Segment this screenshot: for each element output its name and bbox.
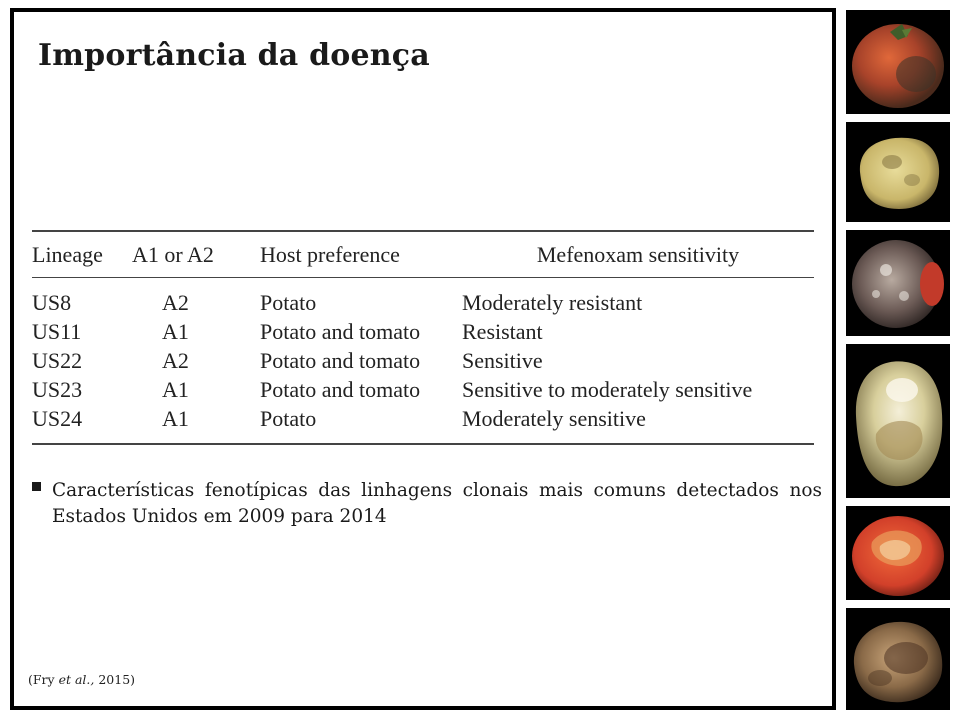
- bullet-text: Características fenotípicas das linhagens clonais mais comuns detectados nos Estados Unidos em 2009 para 2014: [52, 480, 822, 527]
- cell-lineage: US23: [32, 376, 83, 402]
- cell-host-preference: Potato and tomato: [260, 347, 421, 373]
- cell-mefenoxam-sensitivity: Sensitive: [462, 347, 543, 373]
- table-row: [32, 317, 814, 346]
- cell-mating-type: A1: [162, 318, 189, 344]
- citation-et-al: et al.,: [58, 672, 95, 687]
- cell-lineage: US8: [32, 289, 72, 315]
- blighted-potato-photo: [846, 608, 950, 710]
- cell-lineage: US24: [32, 405, 83, 431]
- square-bullet-icon: [32, 482, 41, 491]
- table-row: [32, 375, 814, 404]
- slide-title: Importância da doença: [38, 38, 430, 73]
- cell-lineage: US22: [32, 347, 83, 373]
- cell-mating-type: A1: [162, 376, 189, 402]
- rotten-tomato-photo: [846, 230, 950, 336]
- table-row: [32, 346, 814, 375]
- cell-mating-type: A2: [162, 347, 189, 373]
- citation: [28, 672, 135, 687]
- column-header-mating-type: A1 or A2: [132, 241, 214, 267]
- cell-host-preference: Potato: [260, 405, 317, 431]
- tomato-with-lesion-photo: [846, 506, 950, 600]
- lineage-table-wrap: [32, 230, 814, 445]
- cell-lineage: US11: [32, 318, 82, 344]
- table-header-row: [32, 231, 814, 278]
- citation-close: 2015): [94, 672, 136, 687]
- cell-mefenoxam-sensitivity: Sensitive to moderately sensitive: [462, 376, 753, 402]
- cell-host-preference: Potato: [260, 289, 317, 315]
- table-row: [32, 404, 814, 444]
- citation-open: (Fry: [28, 672, 59, 687]
- cell-mefenoxam-sensitivity: Moderately sensitive: [462, 405, 646, 431]
- column-header-mefenoxam-sensitivity: Mefenoxam sensitivity: [536, 241, 740, 267]
- cell-mating-type: A1: [162, 405, 189, 431]
- bullet-point: [32, 478, 822, 530]
- cell-mating-type: A2: [162, 289, 189, 315]
- cell-mefenoxam-sensitivity: Moderately resistant: [462, 289, 643, 315]
- table-row: [32, 278, 814, 318]
- diseased-tomato-photo: [846, 10, 950, 114]
- infected-potato-tuber-photo: [846, 344, 950, 498]
- cell-host-preference: Potato and tomato: [260, 376, 421, 402]
- cut-potato-photo: [846, 122, 950, 222]
- column-header-host-preference: Host preference: [260, 241, 400, 267]
- column-header-lineage: Lineage: [32, 241, 103, 267]
- cell-host-preference: Potato and tomato: [260, 318, 421, 344]
- lineage-table: [32, 230, 814, 445]
- cell-mefenoxam-sensitivity: Resistant: [462, 318, 543, 344]
